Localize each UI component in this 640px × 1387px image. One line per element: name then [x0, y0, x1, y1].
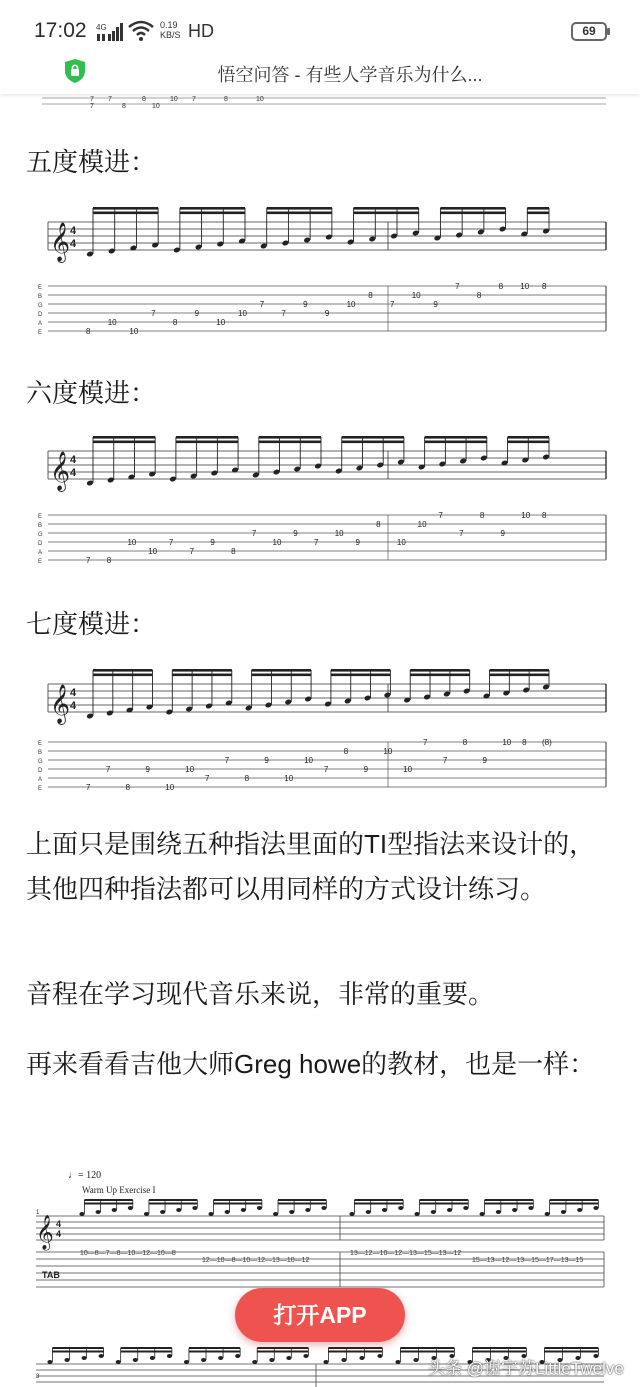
note-head [303, 1354, 308, 1358]
tab-fret-number: 9 [264, 756, 269, 765]
string-label: E [38, 514, 43, 520]
beam [259, 441, 321, 444]
tab-fret-number: 7 [442, 756, 448, 765]
beam [550, 1203, 599, 1205]
svg-text:4: 4 [56, 1219, 62, 1229]
note-head [82, 1356, 87, 1360]
treble-clef: 𝄞 [50, 684, 71, 724]
note-head [382, 1208, 387, 1212]
tab-fret-number: 10 [216, 318, 226, 327]
note-head [252, 1360, 257, 1364]
tab-fret-number: 10 [129, 327, 139, 336]
svg-text:7: 7 [192, 96, 196, 103]
tab-fret-number: 9 [303, 300, 308, 309]
status-bar [0, 0, 640, 60]
note-head [79, 1212, 84, 1216]
note-head [305, 1208, 310, 1212]
tab-fret-number: 9 [482, 756, 487, 765]
status-time: 17:02 [34, 19, 87, 42]
tab-fret-number: 7 [423, 738, 428, 747]
beam [278, 1199, 326, 1201]
note-head [341, 1358, 346, 1362]
string-label: B [38, 294, 43, 300]
page-title: 悟空问答 - 有些人学音乐为什么... [217, 65, 483, 85]
tab-fret-number: 9 [324, 309, 330, 318]
tab-fret-number: 7 [459, 529, 464, 538]
beam [331, 674, 390, 677]
note-head [218, 1356, 223, 1360]
tab-fret-number: 7 [86, 556, 91, 565]
tab-fret-number: (8) [542, 738, 552, 747]
svg-text:4: 4 [70, 467, 77, 479]
string-label: E [38, 741, 43, 747]
beam [93, 674, 152, 677]
tab-fret-number: 8 [244, 774, 250, 783]
note-head [431, 1210, 436, 1214]
tab-fret-number: 10 [284, 774, 294, 783]
tab-fret-number: 7 [314, 538, 319, 547]
tab-fret-number: 7 [323, 765, 329, 774]
tab-fret-number: 9 [433, 300, 438, 309]
tab-fret-number: 9 [293, 529, 298, 538]
tab-fret-number: 8 [376, 520, 381, 529]
exercise-title: Warm Up Exercise I [82, 1185, 156, 1195]
beam [189, 1347, 240, 1349]
note-head [480, 1212, 485, 1216]
beam [257, 1347, 308, 1349]
open-app-button[interactable]: 打开APP [235, 1288, 405, 1342]
tab-fret-number: 10 [185, 765, 195, 774]
note-head [184, 1360, 189, 1364]
beam [485, 1203, 534, 1205]
tab-fret-number: 10 [238, 309, 247, 318]
string-label: G [38, 759, 43, 765]
beam [400, 1351, 454, 1353]
beam [472, 1347, 526, 1349]
beam [149, 1203, 197, 1205]
beam [410, 669, 469, 672]
tab-fret-number: 7 [259, 300, 265, 309]
beam [331, 669, 390, 672]
tab-fret-number: 10 [396, 538, 406, 547]
measure2-tab: 13—12—10—12—13—15—13—12 [350, 1250, 462, 1257]
beam [252, 674, 311, 677]
beam [508, 436, 549, 439]
note-head [377, 1354, 382, 1358]
beam [93, 436, 155, 439]
note-head [257, 1206, 262, 1210]
beam [180, 212, 245, 215]
beam [354, 1203, 403, 1205]
measure2b-tab: 15—13—12—13—15—17—13—15 [472, 1257, 584, 1264]
browser-title-bar [0, 52, 640, 94]
beam [176, 436, 238, 439]
beam [527, 207, 549, 210]
svg-text:7: 7 [90, 103, 94, 108]
note-head [112, 1208, 117, 1212]
note-head [447, 1208, 452, 1212]
note-head [99, 1354, 104, 1358]
note-head [395, 1360, 400, 1364]
note-head [561, 1210, 566, 1214]
string-label: B [38, 750, 43, 756]
note-head [241, 1208, 246, 1212]
section-heading-seventh: 七度模进： [26, 609, 157, 639]
beam [354, 1199, 403, 1201]
hd-indicator: HD [188, 21, 214, 41]
note-head [545, 1212, 550, 1216]
beam [121, 1347, 172, 1349]
tab-fret-number: 7 [204, 774, 210, 783]
note-head [414, 1212, 419, 1216]
svg-text:10: 10 [152, 103, 160, 108]
beam [189, 1351, 240, 1353]
note-head [413, 1358, 418, 1362]
note-head [463, 1206, 468, 1210]
tab-fret-number: 10 [521, 511, 531, 520]
string-label: E [38, 559, 43, 565]
note-head [398, 1206, 403, 1210]
beam [410, 674, 469, 677]
tab-fret-number: 8 [106, 556, 112, 565]
tab-fret-number: 10 [520, 282, 530, 291]
beam [278, 1203, 326, 1205]
treble-clef: 𝄞 [50, 222, 71, 262]
beam [550, 1199, 599, 1201]
beam [149, 1199, 197, 1201]
tab-fret-number: 9 [500, 529, 505, 538]
tab-fret-number: 8 [231, 547, 236, 556]
beam [121, 1351, 172, 1353]
beam [490, 674, 549, 677]
beam [259, 436, 321, 439]
tab-fret-number: 7 [151, 309, 156, 318]
tab-fret-number: 10 [334, 529, 344, 538]
beam [52, 1347, 103, 1349]
treble-clef: 𝄞 [50, 451, 71, 491]
beam [425, 436, 487, 439]
svg-text:4: 4 [70, 687, 77, 699]
string-label: G [38, 303, 43, 309]
note-head [323, 1360, 328, 1364]
beam [419, 1199, 468, 1201]
beam [419, 1203, 468, 1205]
tab-fret-number: 9 [363, 765, 369, 774]
tab-fret-number: 8 [368, 291, 373, 300]
beam [172, 669, 231, 672]
beam [93, 669, 152, 672]
svg-text:4: 4 [56, 1229, 62, 1239]
battery-icon: 69 [571, 22, 607, 41]
beam [93, 212, 158, 215]
tab-fret-number: 10 [346, 300, 356, 309]
note-head [150, 1356, 155, 1360]
string-label: A [38, 777, 43, 783]
svg-text:8: 8 [224, 96, 228, 103]
beam [93, 207, 158, 210]
svg-text:4: 4 [70, 225, 77, 237]
network-speed: 0.19 KB/S [160, 20, 181, 40]
svg-text:8: 8 [122, 103, 126, 108]
beam [328, 1347, 382, 1349]
note-head [273, 1212, 278, 1216]
tab-fret-number: 10 [272, 538, 282, 547]
string-label: E [38, 330, 43, 336]
tab-fret-number: 7 [390, 300, 395, 309]
tab-fret-number: 8 [125, 783, 131, 792]
svg-text:1: 1 [36, 1210, 40, 1216]
score-fifth-sequence [30, 200, 610, 350]
svg-text:10: 10 [256, 96, 264, 103]
note-head [192, 1206, 197, 1210]
beam [440, 207, 505, 210]
string-label: D [38, 768, 43, 774]
beam [508, 441, 549, 444]
note-head [116, 1360, 121, 1364]
section-heading-fifth: 五度模进： [26, 147, 157, 177]
note-head [269, 1358, 274, 1362]
tab-fret-number: 7 [189, 547, 195, 556]
string-label: B [38, 523, 43, 529]
tab-fret-number: 7 [224, 756, 230, 765]
greg-howe-score [30, 1160, 610, 1387]
network-type: 4G [96, 23, 107, 32]
tab-fret-number: 8 [476, 291, 482, 300]
tab-fret-number: 7 [105, 765, 111, 774]
svg-text:8: 8 [142, 96, 146, 103]
beam [52, 1351, 103, 1353]
note-head [577, 1208, 582, 1212]
tab-fret-number: 7 [281, 309, 286, 318]
beam [440, 212, 505, 215]
note-head [349, 1212, 354, 1216]
tab-fret-number: 10 [411, 291, 421, 300]
beam [267, 207, 332, 210]
beam [267, 212, 332, 215]
note-head [366, 1210, 371, 1214]
note-head [64, 1358, 69, 1362]
string-label: D [38, 541, 43, 547]
beam [342, 436, 404, 439]
tab-fret-number: 8 [542, 282, 547, 291]
note-head [289, 1210, 294, 1214]
tab-fret-number: 10 [304, 756, 313, 765]
tab-label: TAB [42, 1270, 60, 1280]
string-label: E [38, 285, 43, 291]
beam [176, 441, 238, 444]
note-head [593, 1206, 598, 1210]
tab-fret-number: 10 [403, 765, 413, 774]
beam [328, 1351, 382, 1353]
note-head [208, 1212, 213, 1216]
article-content [0, 94, 640, 1387]
beam [180, 207, 245, 210]
beam [490, 669, 549, 672]
note-head [528, 1206, 533, 1210]
beam [485, 1199, 534, 1201]
note-head [359, 1356, 364, 1360]
beam [425, 441, 487, 444]
note-head [144, 1212, 149, 1216]
beam [213, 1199, 261, 1201]
note-head [176, 1208, 181, 1212]
tab-fret-number: 7 [455, 282, 460, 291]
tab-fret-number: 9 [194, 309, 200, 318]
tab-fret-number: 10 [165, 783, 175, 792]
beam [354, 212, 419, 215]
tab-fret-number: 8 [479, 511, 485, 520]
beam [213, 1203, 261, 1205]
beam [354, 207, 419, 210]
beam [472, 1351, 526, 1353]
string-label: A [38, 321, 43, 327]
svg-text:10: 10 [170, 96, 178, 103]
note-head [201, 1358, 206, 1362]
tab-fret-number: 9 [145, 765, 150, 774]
tab-fret-number: 10 [127, 538, 137, 547]
note-head [286, 1356, 291, 1360]
tab-fret-number: 10 [148, 547, 158, 556]
beam [84, 1203, 132, 1205]
note-head [160, 1210, 165, 1214]
beam [93, 441, 155, 444]
watermark: 头条 @谢宇苏LittleTwelve [428, 1359, 624, 1378]
beam [342, 441, 404, 444]
tab-fret-number: 10 [107, 318, 117, 327]
beam [257, 1351, 308, 1353]
svg-text:3: 3 [36, 1374, 40, 1380]
svg-text:7: 7 [108, 96, 112, 103]
security-shield-icon[interactable] [63, 58, 87, 84]
measure1-tab: 10—8—7—8—10—12—10—8 [80, 1250, 176, 1257]
standard-staff [36, 1216, 604, 1240]
section-heading-sixth: 六度模进： [26, 378, 157, 408]
cellular-signal-icon [96, 22, 124, 42]
tab-fret-number: 9 [355, 538, 360, 547]
beam [544, 1351, 598, 1353]
wifi-icon [128, 20, 154, 42]
greg-howe-notes [79, 1199, 598, 1216]
tab-fret-number: 8 [522, 738, 527, 747]
tab-fret-number: 7 [168, 538, 174, 547]
paragraph-intervals: 音程在学习现代音乐来说，非常的重要。 [26, 979, 495, 1009]
string-label: E [38, 786, 43, 792]
beam [84, 1199, 132, 1201]
note-head [235, 1354, 240, 1358]
svg-text:7: 7 [90, 96, 94, 103]
tab-fragment-top [34, 94, 606, 108]
note-head [96, 1210, 101, 1214]
tab-fret-number: 8 [343, 747, 349, 756]
tab-fret-number: 8 [172, 318, 178, 327]
tab-fret-number: 10 [417, 520, 427, 529]
beam [252, 669, 311, 672]
tab-fret-number: 7 [251, 529, 257, 538]
beam [172, 674, 231, 677]
tab-fret-number: 7 [438, 511, 443, 520]
string-label: D [38, 312, 43, 318]
beam [527, 212, 549, 215]
svg-text:4: 4 [70, 700, 77, 712]
tab-fret-number: 9 [210, 538, 215, 547]
note-head [47, 1360, 52, 1364]
tab-fret-number: 10 [502, 738, 512, 747]
paragraph-fingering: 上面只是围绕五种指法里面的TI型指法来设计的，其他四种指法都可以用同样的方式设计练习。 [26, 829, 596, 904]
note-head [225, 1210, 230, 1214]
tab-fret-number: 8 [542, 511, 547, 520]
beam [544, 1347, 598, 1349]
note-head [167, 1354, 172, 1358]
score-seventh-sequence [30, 664, 610, 804]
beam [400, 1347, 454, 1349]
tab-fret-number: 7 [86, 783, 91, 792]
note-head [512, 1208, 517, 1212]
note-head [133, 1358, 138, 1362]
score-sixth-sequence [30, 431, 610, 577]
measure1b-tab: 12—10—8—10—12—13—10—12 [202, 1257, 310, 1264]
tab-fret-number: 10 [383, 747, 393, 756]
paragraph-greg-howe: 再来看看吉他大师Greg howe的教材，也是一样： [26, 1049, 596, 1079]
svg-text:4: 4 [70, 238, 77, 250]
tab-fret-number: 8 [462, 738, 468, 747]
tempo-marking: ♩= 120 [68, 1170, 102, 1181]
string-label: A [38, 550, 43, 556]
note-head [321, 1206, 326, 1210]
tab-fret-number: 8 [498, 282, 504, 291]
note-head [496, 1210, 501, 1214]
svg-text:𝄞: 𝄞 [36, 1215, 54, 1250]
tab-fret-number: 8 [86, 327, 91, 336]
note-head [128, 1206, 133, 1210]
svg-text:4: 4 [70, 454, 77, 466]
string-label: G [38, 532, 43, 538]
